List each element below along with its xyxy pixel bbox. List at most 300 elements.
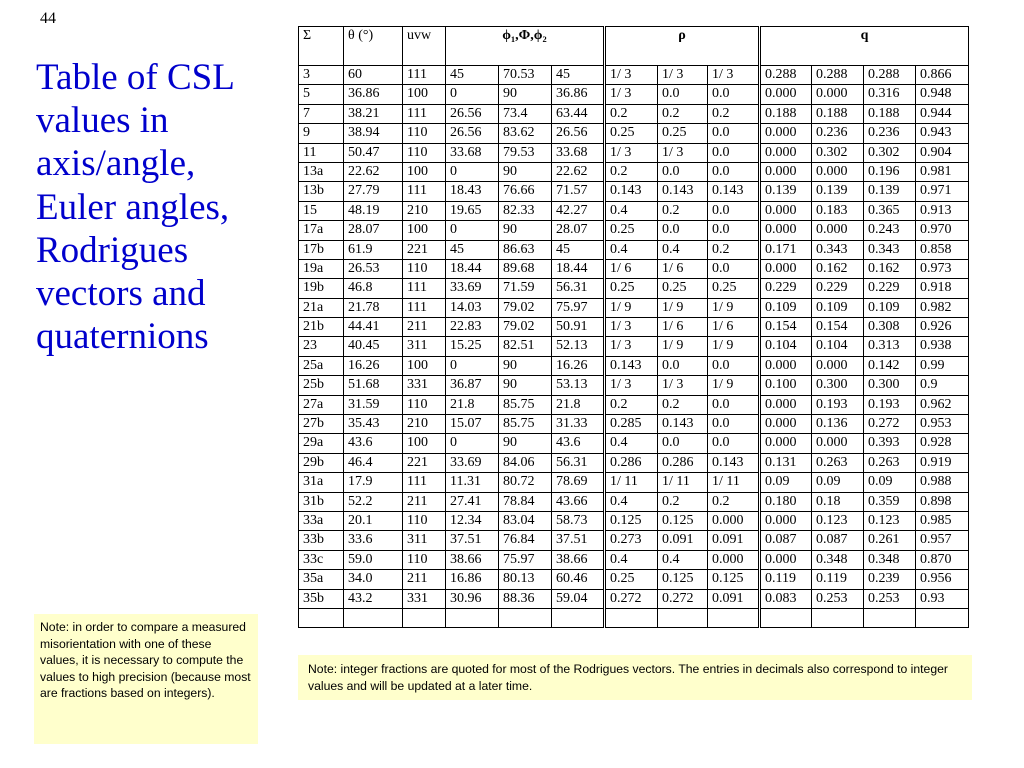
cell-empty — [344, 608, 403, 627]
cell-q1: 0.000 — [760, 395, 812, 414]
cell-q4: 0.918 — [916, 279, 969, 298]
cell-uvw: 211 — [403, 570, 446, 589]
table-row — [299, 259, 969, 278]
cell-q3: 0.263 — [864, 453, 916, 472]
cell-q4: 0.99 — [916, 356, 969, 375]
cell-uvw: 100 — [403, 221, 446, 240]
cell-phi1: 16.86 — [446, 570, 499, 589]
cell-theta: 21.78 — [344, 298, 403, 317]
header-theta: θ (°) — [344, 27, 403, 66]
cell-phi2: 36.86 — [552, 85, 605, 104]
cell-q2: 0.348 — [812, 550, 864, 569]
cell-phi2: 22.62 — [552, 162, 605, 181]
cell-rho1: 0.25 — [605, 221, 658, 240]
cell-rho1: 1/ 3 — [605, 66, 658, 85]
cell-q3: 0.09 — [864, 473, 916, 492]
cell-sigma: 31a — [299, 473, 344, 492]
cell-q4: 0.962 — [916, 395, 969, 414]
cell-phi1: 18.43 — [446, 182, 499, 201]
cell-q3: 0.193 — [864, 395, 916, 414]
cell-q3: 0.162 — [864, 259, 916, 278]
cell-q3: 0.359 — [864, 492, 916, 511]
cell-Phi: 79.02 — [499, 318, 552, 337]
cell-sigma: 23 — [299, 337, 344, 356]
cell-q2: 0.000 — [812, 356, 864, 375]
cell-q4: 0.948 — [916, 85, 969, 104]
table-row — [299, 492, 969, 511]
table-row — [299, 318, 969, 337]
cell-q2: 0.087 — [812, 531, 864, 550]
cell-sigma: 29b — [299, 453, 344, 472]
cell-q4: 0.953 — [916, 415, 969, 434]
cell-q2: 0.302 — [812, 143, 864, 162]
header-quaternion: q — [760, 27, 969, 66]
cell-q3: 0.243 — [864, 221, 916, 240]
cell-phi2: 18.44 — [552, 259, 605, 278]
cell-q4: 0.938 — [916, 337, 969, 356]
cell-rho3: 1/ 9 — [708, 376, 760, 395]
cell-q1: 0.000 — [760, 434, 812, 453]
cell-uvw: 111 — [403, 182, 446, 201]
cell-phi2: 42.27 — [552, 201, 605, 220]
table-row — [299, 570, 969, 589]
cell-sigma: 35b — [299, 589, 344, 608]
cell-uvw: 110 — [403, 395, 446, 414]
cell-q1: 0.000 — [760, 221, 812, 240]
cell-phi1: 0 — [446, 162, 499, 181]
cell-q1: 0.000 — [760, 511, 812, 530]
cell-empty — [708, 608, 760, 627]
cell-Phi: 90 — [499, 434, 552, 453]
cell-phi2: 50.91 — [552, 318, 605, 337]
cell-q4: 0.944 — [916, 104, 969, 123]
cell-q2: 0.109 — [812, 298, 864, 317]
table-row — [299, 279, 969, 298]
cell-q4: 0.926 — [916, 318, 969, 337]
cell-rho2: 0.2 — [658, 492, 708, 511]
cell-q2: 0.119 — [812, 570, 864, 589]
cell-sigma: 33b — [299, 531, 344, 550]
cell-theta: 46.8 — [344, 279, 403, 298]
cell-q3: 0.348 — [864, 550, 916, 569]
cell-theta: 59.0 — [344, 550, 403, 569]
cell-theta: 28.07 — [344, 221, 403, 240]
cell-theta: 17.9 — [344, 473, 403, 492]
cell-rho2: 0.0 — [658, 162, 708, 181]
cell-Phi: 78.84 — [499, 492, 552, 511]
cell-sigma: 27a — [299, 395, 344, 414]
cell-q4: 0.904 — [916, 143, 969, 162]
slide-title: Table of CSL values in axis/angle, Euler angles, Rodrigues vectors and quaternions — [36, 57, 234, 358]
cell-Phi: 90 — [499, 376, 552, 395]
cell-q4: 0.93 — [916, 589, 969, 608]
cell-phi2: 31.33 — [552, 415, 605, 434]
cell-Phi: 80.72 — [499, 473, 552, 492]
cell-q1: 0.131 — [760, 453, 812, 472]
cell-q4: 0.957 — [916, 531, 969, 550]
cell-phi1: 14.03 — [446, 298, 499, 317]
side-note: Note: in order to compare a measured misorientation with one of these values, it is necessary to compute the values to high precision (because most are fractions based on integers). — [34, 614, 258, 744]
cell-theta: 52.2 — [344, 492, 403, 511]
cell-uvw: 111 — [403, 473, 446, 492]
cell-Phi: 76.84 — [499, 531, 552, 550]
cell-uvw: 100 — [403, 85, 446, 104]
cell-phi2: 58.73 — [552, 511, 605, 530]
cell-phi1: 0 — [446, 434, 499, 453]
cell-rho3: 0.000 — [708, 550, 760, 569]
cell-uvw: 110 — [403, 259, 446, 278]
cell-phi1: 37.51 — [446, 531, 499, 550]
cell-q3: 0.365 — [864, 201, 916, 220]
cell-theta: 34.0 — [344, 570, 403, 589]
cell-rho3: 1/ 9 — [708, 298, 760, 317]
table-row — [299, 550, 969, 569]
table-row — [299, 395, 969, 414]
cell-q3: 0.123 — [864, 511, 916, 530]
table-row — [299, 66, 969, 85]
cell-rho1: 1/ 11 — [605, 473, 658, 492]
header-rodrigues: ρ — [605, 27, 760, 66]
cell-uvw: 210 — [403, 415, 446, 434]
cell-theta: 38.94 — [344, 124, 403, 143]
table-row — [299, 415, 969, 434]
cell-q4: 0.970 — [916, 221, 969, 240]
cell-q2: 0.000 — [812, 434, 864, 453]
cell-Phi: 84.06 — [499, 453, 552, 472]
cell-sigma: 13b — [299, 182, 344, 201]
cell-sigma: 27b — [299, 415, 344, 434]
cell-theta: 33.6 — [344, 531, 403, 550]
cell-uvw: 110 — [403, 143, 446, 162]
cell-theta: 48.19 — [344, 201, 403, 220]
cell-theta: 36.86 — [344, 85, 403, 104]
cell-uvw: 331 — [403, 376, 446, 395]
cell-uvw: 111 — [403, 279, 446, 298]
cell-theta: 43.2 — [344, 589, 403, 608]
cell-q1: 0.188 — [760, 104, 812, 123]
cell-uvw: 110 — [403, 511, 446, 530]
cell-q3: 0.313 — [864, 337, 916, 356]
cell-q4: 0.985 — [916, 511, 969, 530]
cell-sigma: 13a — [299, 162, 344, 181]
cell-uvw: 331 — [403, 589, 446, 608]
cell-rho3: 0.091 — [708, 531, 760, 550]
cell-rho1: 0.143 — [605, 182, 658, 201]
cell-q2: 0.000 — [812, 85, 864, 104]
cell-sigma: 11 — [299, 143, 344, 162]
cell-phi1: 0 — [446, 356, 499, 375]
cell-rho3: 0.143 — [708, 453, 760, 472]
cell-empty — [446, 608, 499, 627]
cell-Phi: 85.75 — [499, 395, 552, 414]
cell-phi1: 38.66 — [446, 550, 499, 569]
cell-uvw: 311 — [403, 531, 446, 550]
cell-rho2: 1/ 6 — [658, 259, 708, 278]
cell-sigma: 9 — [299, 124, 344, 143]
cell-rho3: 0.0 — [708, 221, 760, 240]
cell-phi2: 33.68 — [552, 143, 605, 162]
cell-q2: 0.193 — [812, 395, 864, 414]
cell-rho1: 0.272 — [605, 589, 658, 608]
cell-rho1: 0.2 — [605, 395, 658, 414]
cell-rho2: 1/ 9 — [658, 337, 708, 356]
cell-sigma: 3 — [299, 66, 344, 85]
cell-theta: 35.43 — [344, 415, 403, 434]
cell-phi2: 71.57 — [552, 182, 605, 201]
cell-rho1: 0.2 — [605, 162, 658, 181]
cell-q2: 0.188 — [812, 104, 864, 123]
cell-phi1: 19.65 — [446, 201, 499, 220]
cell-sigma: 15 — [299, 201, 344, 220]
cell-rho2: 0.286 — [658, 453, 708, 472]
cell-q3: 0.300 — [864, 376, 916, 395]
cell-rho1: 0.25 — [605, 279, 658, 298]
cell-sigma: 19a — [299, 259, 344, 278]
cell-q1: 0.000 — [760, 201, 812, 220]
cell-q4: 0.870 — [916, 550, 969, 569]
table-row — [299, 221, 969, 240]
cell-phi1: 45 — [446, 240, 499, 259]
cell-q3: 0.142 — [864, 356, 916, 375]
cell-q4: 0.928 — [916, 434, 969, 453]
cell-q3: 0.253 — [864, 589, 916, 608]
cell-Phi: 90 — [499, 162, 552, 181]
cell-phi1: 26.56 — [446, 104, 499, 123]
cell-q1: 0.119 — [760, 570, 812, 589]
cell-rho2: 0.25 — [658, 124, 708, 143]
cell-q2: 0.229 — [812, 279, 864, 298]
cell-q4: 0.971 — [916, 182, 969, 201]
cell-theta: 46.4 — [344, 453, 403, 472]
cell-q1: 0.000 — [760, 415, 812, 434]
header-euler-angles: ϕ₁,Φ,ϕ₂ — [446, 27, 605, 66]
cell-uvw: 100 — [403, 162, 446, 181]
cell-Phi: 90 — [499, 85, 552, 104]
cell-q4: 0.858 — [916, 240, 969, 259]
cell-q1: 0.000 — [760, 259, 812, 278]
cell-rho2: 1/ 11 — [658, 473, 708, 492]
cell-empty — [760, 608, 812, 627]
cell-rho3: 0.0 — [708, 124, 760, 143]
cell-q1: 0.229 — [760, 279, 812, 298]
cell-theta: 60 — [344, 66, 403, 85]
cell-rho2: 0.4 — [658, 550, 708, 569]
cell-empty — [499, 608, 552, 627]
cell-uvw: 211 — [403, 492, 446, 511]
cell-q1: 0.109 — [760, 298, 812, 317]
cell-theta: 27.79 — [344, 182, 403, 201]
cell-phi1: 30.96 — [446, 589, 499, 608]
cell-Phi: 71.59 — [499, 279, 552, 298]
cell-q2: 0.000 — [812, 162, 864, 181]
cell-phi1: 27.41 — [446, 492, 499, 511]
cell-uvw: 311 — [403, 337, 446, 356]
cell-theta: 40.45 — [344, 337, 403, 356]
cell-rho2: 0.2 — [658, 201, 708, 220]
cell-rho2: 0.125 — [658, 570, 708, 589]
cell-q3: 0.139 — [864, 182, 916, 201]
cell-q4: 0.913 — [916, 201, 969, 220]
table-row — [299, 124, 969, 143]
header-sigma: Σ — [299, 27, 344, 66]
cell-rho1: 0.4 — [605, 434, 658, 453]
cell-phi1: 36.87 — [446, 376, 499, 395]
cell-q1: 0.09 — [760, 473, 812, 492]
cell-rho2: 0.25 — [658, 279, 708, 298]
cell-rho1: 0.125 — [605, 511, 658, 530]
cell-rho1: 1/ 3 — [605, 143, 658, 162]
cell-Phi: 76.66 — [499, 182, 552, 201]
cell-rho3: 0.0 — [708, 395, 760, 414]
cell-theta: 50.47 — [344, 143, 403, 162]
cell-uvw: 100 — [403, 434, 446, 453]
cell-phi2: 45 — [552, 240, 605, 259]
cell-rho1: 1/ 3 — [605, 376, 658, 395]
cell-Phi: 75.97 — [499, 550, 552, 569]
cell-phi1: 15.07 — [446, 415, 499, 434]
cell-rho1: 1/ 9 — [605, 298, 658, 317]
table-row — [299, 143, 969, 162]
cell-q1: 0.087 — [760, 531, 812, 550]
cell-q3: 0.261 — [864, 531, 916, 550]
cell-q4: 0.919 — [916, 453, 969, 472]
cell-uvw: 111 — [403, 298, 446, 317]
cell-q2: 0.000 — [812, 221, 864, 240]
cell-Phi: 73.4 — [499, 104, 552, 123]
cell-rho1: 0.273 — [605, 531, 658, 550]
cell-Phi: 70.53 — [499, 66, 552, 85]
cell-rho2: 0.143 — [658, 415, 708, 434]
cell-empty — [812, 608, 864, 627]
cell-q4: 0.973 — [916, 259, 969, 278]
cell-rho1: 1/ 6 — [605, 259, 658, 278]
slide-number: 44 — [40, 10, 56, 27]
cell-rho1: 1/ 3 — [605, 318, 658, 337]
cell-theta: 43.6 — [344, 434, 403, 453]
cell-Phi: 86.63 — [499, 240, 552, 259]
cell-Phi: 85.75 — [499, 415, 552, 434]
cell-rho1: 0.4 — [605, 550, 658, 569]
cell-q1: 0.288 — [760, 66, 812, 85]
header-uvw: uvw — [403, 27, 446, 66]
cell-q2: 0.300 — [812, 376, 864, 395]
cell-sigma: 19b — [299, 279, 344, 298]
cell-q4: 0.956 — [916, 570, 969, 589]
cell-sigma: 33a — [299, 511, 344, 530]
cell-q2: 0.123 — [812, 511, 864, 530]
cell-theta: 51.68 — [344, 376, 403, 395]
cell-phi2: 21.8 — [552, 395, 605, 414]
cell-q1: 0.100 — [760, 376, 812, 395]
cell-phi1: 0 — [446, 221, 499, 240]
cell-Phi: 90 — [499, 356, 552, 375]
cell-q3: 0.393 — [864, 434, 916, 453]
cell-rho1: 1/ 3 — [605, 337, 658, 356]
cell-sigma: 25a — [299, 356, 344, 375]
cell-q4: 0.898 — [916, 492, 969, 511]
cell-uvw: 221 — [403, 240, 446, 259]
cell-rho3: 0.143 — [708, 182, 760, 201]
table-row — [299, 356, 969, 375]
cell-q2: 0.09 — [812, 473, 864, 492]
table-row-empty — [299, 608, 969, 627]
cell-phi2: 75.97 — [552, 298, 605, 317]
cell-rho1: 0.143 — [605, 356, 658, 375]
cell-rho3: 0.125 — [708, 570, 760, 589]
cell-sigma: 17b — [299, 240, 344, 259]
cell-sigma: 25b — [299, 376, 344, 395]
cell-phi1: 33.68 — [446, 143, 499, 162]
cell-uvw: 221 — [403, 453, 446, 472]
cell-q4: 0.866 — [916, 66, 969, 85]
cell-q2: 0.154 — [812, 318, 864, 337]
cell-rho2: 0.091 — [658, 531, 708, 550]
cell-rho3: 0.091 — [708, 589, 760, 608]
cell-sigma: 21a — [299, 298, 344, 317]
cell-phi2: 56.31 — [552, 279, 605, 298]
cell-rho3: 0.0 — [708, 434, 760, 453]
cell-q2: 0.18 — [812, 492, 864, 511]
cell-rho2: 1/ 3 — [658, 66, 708, 85]
cell-theta: 16.26 — [344, 356, 403, 375]
cell-Phi: 89.68 — [499, 259, 552, 278]
cell-q1: 0.000 — [760, 162, 812, 181]
cell-q1: 0.000 — [760, 143, 812, 162]
cell-theta: 61.9 — [344, 240, 403, 259]
cell-q2: 0.136 — [812, 415, 864, 434]
cell-q3: 0.343 — [864, 240, 916, 259]
cell-phi1: 18.44 — [446, 259, 499, 278]
cell-rho2: 1/ 6 — [658, 318, 708, 337]
cell-rho2: 0.272 — [658, 589, 708, 608]
cell-q3: 0.272 — [864, 415, 916, 434]
cell-theta: 44.41 — [344, 318, 403, 337]
cell-empty — [605, 608, 658, 627]
cell-theta: 31.59 — [344, 395, 403, 414]
cell-q3: 0.109 — [864, 298, 916, 317]
cell-rho1: 0.285 — [605, 415, 658, 434]
cell-rho2: 0.143 — [658, 182, 708, 201]
cell-empty — [658, 608, 708, 627]
cell-q2: 0.236 — [812, 124, 864, 143]
cell-uvw: 111 — [403, 104, 446, 123]
table-body — [299, 66, 969, 628]
cell-Phi: 83.04 — [499, 511, 552, 530]
table-header-row — [299, 27, 969, 66]
cell-rho2: 0.0 — [658, 356, 708, 375]
cell-rho3: 0.0 — [708, 162, 760, 181]
cell-sigma: 21b — [299, 318, 344, 337]
cell-q2: 0.162 — [812, 259, 864, 278]
cell-q1: 0.000 — [760, 124, 812, 143]
cell-rho1: 1/ 3 — [605, 85, 658, 104]
cell-rho2: 0.125 — [658, 511, 708, 530]
cell-theta: 22.62 — [344, 162, 403, 181]
cell-phi2: 45 — [552, 66, 605, 85]
cell-rho1: 0.2 — [605, 104, 658, 123]
cell-rho3: 0.0 — [708, 415, 760, 434]
table-row — [299, 201, 969, 220]
cell-rho1: 0.25 — [605, 124, 658, 143]
cell-phi2: 52.13 — [552, 337, 605, 356]
cell-q2: 0.104 — [812, 337, 864, 356]
cell-q1: 0.171 — [760, 240, 812, 259]
table-row — [299, 182, 969, 201]
csl-table — [298, 26, 969, 628]
cell-empty — [299, 608, 344, 627]
cell-q1: 0.180 — [760, 492, 812, 511]
cell-q3: 0.196 — [864, 162, 916, 181]
